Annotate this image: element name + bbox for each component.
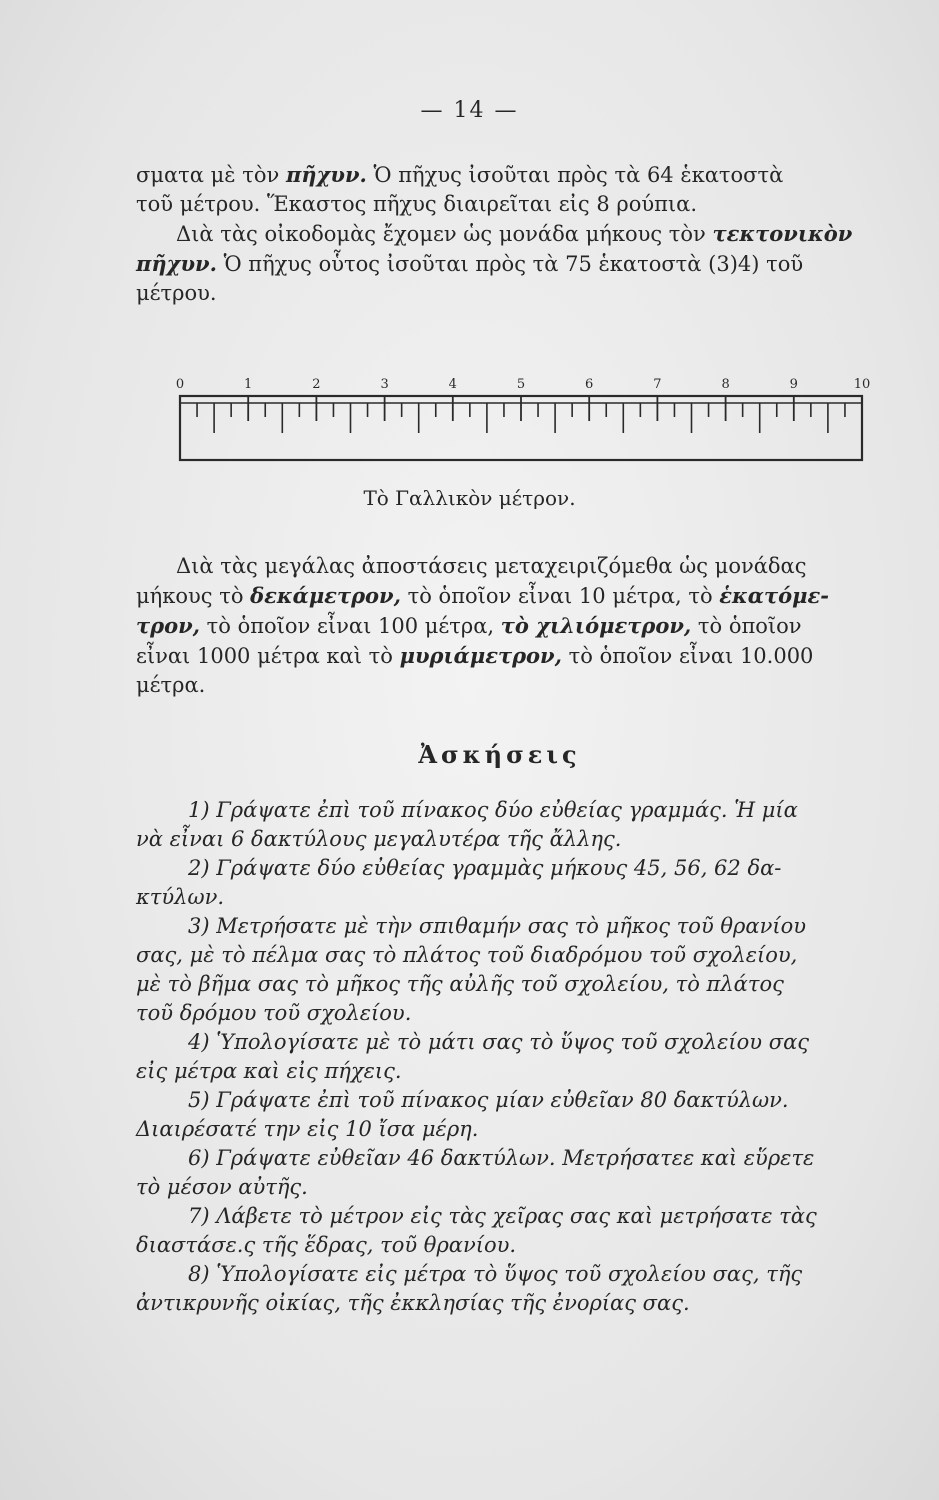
ruler-label: 4 <box>448 377 457 392</box>
ruler-label: 9 <box>789 377 798 392</box>
exercises-heading: Ἀσκήσεις <box>418 740 581 769</box>
exercise-item <box>136 912 906 1028</box>
text-line: νὰ εἶναι 6 δακτύλους μεγαλυτέρα τῆς ἄλλης. <box>136 827 622 851</box>
text-line: μέτρου. <box>136 281 217 305</box>
exercise-item <box>136 1202 906 1260</box>
text-line: σας, μὲ τὸ πέλμα σας τὸ πλάτος τοῦ διαδρόμου τοῦ σχολείου, <box>136 943 798 967</box>
text-line: Διαιρέσατέ την εἰς 10 ἴσα μέρη. <box>136 1117 479 1141</box>
ruler-label: 8 <box>721 377 730 392</box>
paragraph-large-distances <box>136 552 906 700</box>
text-line: τοῦ μέτρου. Ἕκαστος πῆχυς διαιρεῖται εἰς 8 ρούπια. <box>136 192 698 216</box>
text-line: Διὰ τὰς οἰκοδομὰς ἔχομεν ὡς μονάδα μήκους τὸν τεκτονικὸν <box>176 221 853 246</box>
text-line: διαστάσε.ς τῆς ἕδρας, τοῦ θρανίου. <box>136 1233 517 1257</box>
ruler-label: 2 <box>312 377 321 392</box>
ruler-label: 1 <box>244 377 253 392</box>
exercise-item <box>136 1086 906 1144</box>
exercises-list <box>136 796 906 1318</box>
ruler-label: 6 <box>585 377 594 392</box>
text-line: κτύλων. <box>136 885 225 909</box>
ruler-label: 3 <box>380 377 389 392</box>
ruler-label: 7 <box>653 377 662 392</box>
text-line: μέτρα. <box>136 673 206 697</box>
text-line: 2) Γράψατε δύο εὐθείας γραμμὰς μήκους 45, 56, 62 δα- <box>188 856 782 880</box>
text-line: τρον, τὸ ὁποῖον εἶναι 100 μέτρα, τὸ χιλιόμετρον, τὸ ὁποῖον <box>136 613 802 638</box>
text-line: εἶναι 1000 μέτρα καὶ τὸ μυριάμετρον, τὸ ὁποῖον εἶναι 10.000 <box>136 643 814 668</box>
ruler-svg <box>168 370 874 470</box>
text-line: ἀντικρυνῆς οἰκίας, τῆς ἐκκλησίας τῆς ἐνορίας σας. <box>136 1291 690 1315</box>
exercise-item <box>136 1260 906 1318</box>
paragraph-cubit <box>136 160 906 308</box>
text-line: 7) Λάβετε τὸ μέτρον εἰς τὰς χεῖρας σας καὶ μετρήσατε τὰς <box>188 1204 817 1228</box>
metre-ruler-figure <box>168 370 874 470</box>
text-line: 3) Μετρήσατε μὲ τὴν σπιθαμήν σας τὸ μῆκος τοῦ θρανίου <box>188 914 806 938</box>
exercise-item <box>136 1144 906 1202</box>
text-line: Διὰ τὰς μεγάλας ἀποστάσεις μεταχειριζόμεθα ὡς μονάδας <box>176 554 807 578</box>
exercise-item <box>136 854 906 912</box>
page-number: — 14 — <box>420 98 519 123</box>
text-line: 6) Γράψατε εὐθεῖαν 46 δακτύλων. Μετρήσατεε καὶ εὕρετε <box>188 1146 815 1170</box>
text-line: 4) Ὑπολογίσατε μὲ τὸ μάτι σας τὸ ὕψος τοῦ σχολείου σας <box>188 1030 810 1054</box>
text-line: μὲ τὸ βῆμα σας τὸ μῆκος τῆς αὐλῆς τοῦ σχολείου, τὸ πλάτος <box>136 972 784 996</box>
text-line: τὸ μέσον αὐτῆς. <box>136 1175 308 1199</box>
text-line: τοῦ δρόμου τοῦ σχολείου. <box>136 1001 412 1025</box>
text-line: 1) Γράψατε ἐπὶ τοῦ πίνακος δύο εὐθείας γραμμάς. Ἡ μία <box>188 798 798 822</box>
figure-caption: Τὸ Γαλλικὸν μέτρον. <box>363 486 576 510</box>
ruler-label: 5 <box>516 377 526 392</box>
exercise-item <box>136 796 906 854</box>
text-line: σματα μὲ τὸν πῆχυν. Ὁ πῆχυς ἰσοῦται πρὸς τὰ 64 ἑκατοστὰ <box>136 162 784 187</box>
text-line: 5) Γράψατε ἐπὶ τοῦ πίνακος μίαν εὐθεῖαν 80 δακτύλων. <box>188 1088 789 1112</box>
text-line: μήκους τὸ δεκάμετρον, τὸ ὁποῖον εἶναι 10 μέτρα, τὸ ἑκατόμε- <box>136 583 829 608</box>
text-line: πῆχυν. Ὁ πῆχυς οὗτος ἰσοῦται πρὸς τὰ 75 ἑκατοστὰ (3)4) τοῦ <box>136 251 804 276</box>
ruler-label: 0 <box>175 377 185 392</box>
exercise-item <box>136 1028 906 1086</box>
text-line: 8) Ὑπολογίσατε εἰς μέτρα τὸ ὕψος τοῦ σχολείου σας, τῆς <box>188 1262 803 1286</box>
ruler-label: 10 <box>853 377 871 392</box>
text-line: εἰς μέτρα καὶ εἰς πήχεις. <box>136 1059 402 1083</box>
